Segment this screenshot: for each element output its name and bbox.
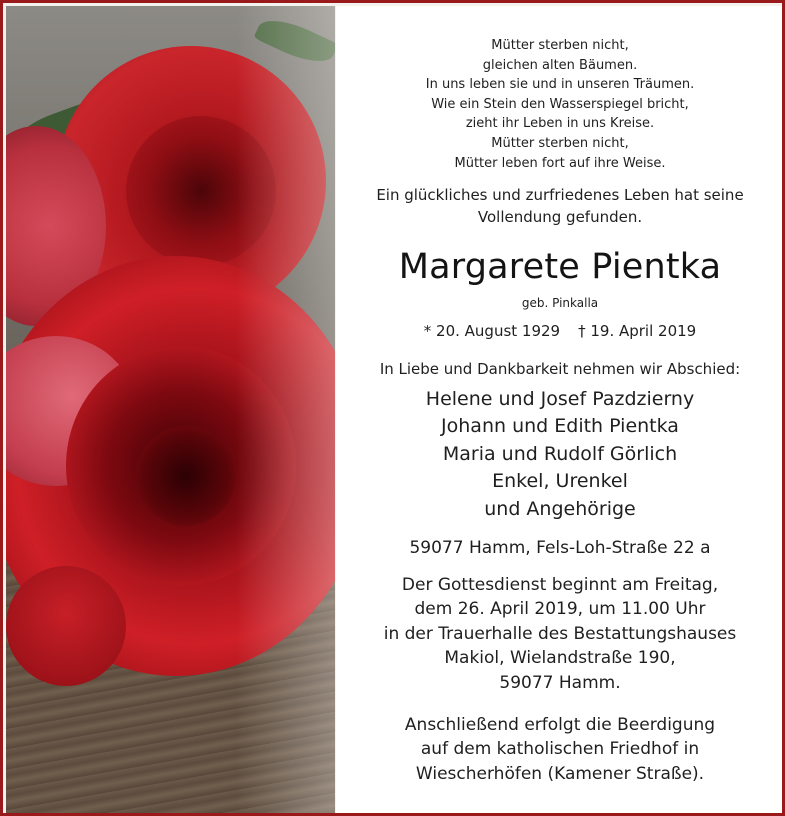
burial-line: Anschließend erfolgt die Beerdigung <box>404 715 716 735</box>
red-roses-photo <box>6 6 335 813</box>
poem-line: Mütter sterben nicht, <box>491 38 629 53</box>
death-date: † 19. April 2019 <box>578 322 697 340</box>
burial-info <box>336 713 784 786</box>
mourner: Maria und Rudolf Görlich <box>442 442 678 465</box>
poem-line: In uns leben sie und in unseren Träumen. <box>425 77 695 93</box>
poem <box>336 36 784 173</box>
life-dates <box>336 320 784 342</box>
farewell-text: In Liebe und Dankbarkeit nehmen wir Abschied: <box>379 360 741 378</box>
service-line: in der Trauerhalle des Bestattungshauses <box>383 623 737 644</box>
intro-text <box>336 184 784 228</box>
poem-line: zieht ihr Leben in uns Kreise. <box>465 116 655 132</box>
deceased-name: Margarete Pientka <box>398 247 722 287</box>
poem-line: Wie ein Stein den Wasserspiegel bricht, <box>431 96 689 112</box>
poem-line: Mütter sterben nicht, <box>491 135 629 151</box>
mourner: und Angehörige <box>484 497 636 520</box>
mourner: Johann und Edith Pientka <box>441 415 679 438</box>
mourner: Helene und Josef Pazdzierny <box>425 388 695 410</box>
service-info <box>336 573 784 695</box>
service-line: 59077 Hamm. <box>499 672 621 693</box>
notice-text-panel <box>336 6 784 813</box>
poem-line: Mütter leben fort auf ihre Weise. <box>454 155 666 171</box>
mourner: Enkel, Urenkel <box>492 470 628 493</box>
burial-line: Wiescherhöfen (Kamener Straße). <box>415 763 705 784</box>
intro-line: Vollendung gefunden. <box>477 208 643 226</box>
mourners-list <box>336 386 784 523</box>
photo-fade <box>6 6 335 813</box>
poem-line: gleichen alten Bäumen. <box>482 57 638 73</box>
intro-line: Ein glückliches und zurfriedenes Leben hat seine <box>376 186 744 204</box>
service-line: dem 26. April 2019, um 11.00 Uhr <box>414 599 706 620</box>
birth-date: * 20. August 1929 <box>423 322 561 340</box>
family-address: 59077 Hamm, Fels-Loh-Straße 22 a <box>409 538 711 558</box>
service-line: Makiol, Wielandstraße 190, <box>444 648 676 669</box>
service-line: Der Gottesdienst beginnt am Freitag, <box>401 575 719 595</box>
maiden-name: geb. Pinkalla <box>521 296 599 310</box>
burial-line: auf dem katholischen Friedhof in <box>420 739 700 760</box>
